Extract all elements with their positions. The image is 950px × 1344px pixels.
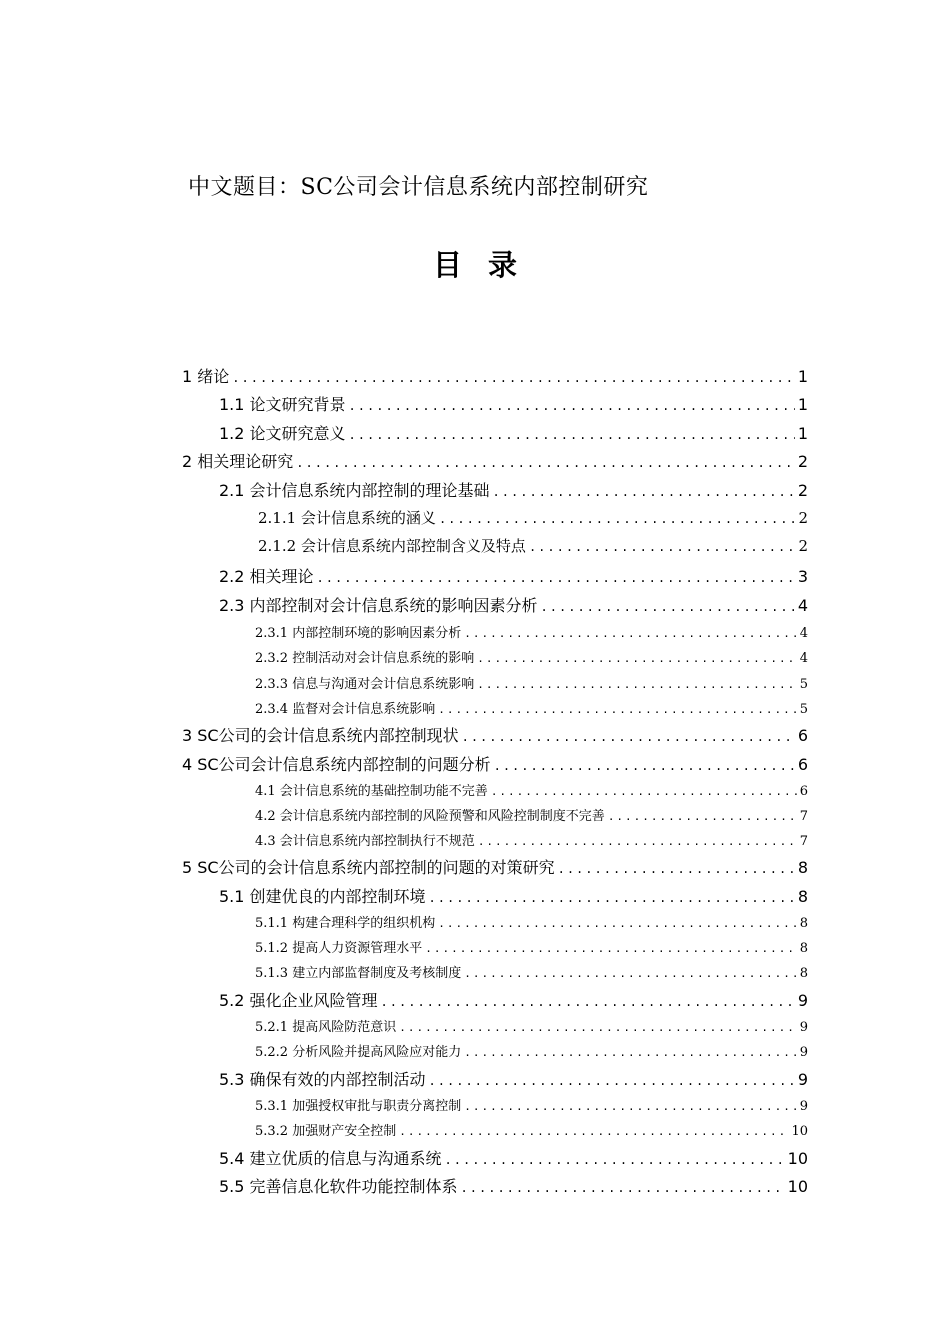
toc-leader-dots [445, 1153, 785, 1167]
toc-leader-dots [461, 1181, 785, 1195]
toc-leader-dots [296, 456, 795, 470]
toc-entry-label: 5.1 创建优良的内部控制环境 [219, 887, 426, 906]
toc-leader-dots [438, 917, 797, 930]
toc-page-number: 1 [797, 395, 808, 414]
toc-page-number: 4 [799, 626, 808, 641]
toc-entry[interactable] [219, 478, 808, 501]
toc-leader-dots [558, 862, 795, 876]
toc-leader-dots [439, 512, 796, 526]
document-title: 中文题目：SC公司会计信息系统内部控制研究 [188, 175, 649, 200]
toc-entry-label: 5.5 完善信息化软件功能控制体系 [219, 1177, 458, 1196]
toc-page-number: 8 [799, 941, 808, 956]
toc-page-number: 6 [797, 726, 808, 745]
toc-entry-label: 1 绪论 [182, 367, 230, 386]
toc-leader-dots [381, 995, 795, 1009]
toc-entry-label: 2.1.1 会计信息系统的涵义 [258, 509, 436, 527]
toc-page-number: 2 [797, 481, 808, 500]
toc-page-number: 8 [797, 887, 808, 906]
toc-entry[interactable] [219, 593, 808, 616]
toc-leader-dots [493, 485, 795, 499]
toc-leader-dots [232, 371, 795, 385]
toc-entry-label: 5.2 强化企业风险管理 [219, 991, 378, 1010]
toc-entry[interactable] [219, 1067, 808, 1090]
toc-entry-label: 1.1 论文研究背景 [219, 395, 346, 414]
toc-entry[interactable] [255, 830, 808, 849]
toc-page-number: 2 [797, 452, 808, 471]
toc-leader-dots [529, 540, 796, 554]
toc-entry-label: 2.2 相关理论 [219, 567, 314, 586]
toc-entry-label: 5.2.2 分析风险并提高风险应对能力 [255, 1045, 462, 1060]
toc-entry-label: 5.3 确保有效的内部控制活动 [219, 1070, 426, 1089]
toc-entry-label: 4.3 会计信息系统内部控制执行不规范 [255, 834, 475, 849]
toc-heading: 目 录 [432, 248, 526, 282]
toc-page-number: 10 [787, 1177, 808, 1196]
toc-leader-dots [464, 1100, 797, 1113]
toc-leader-dots [438, 703, 797, 716]
toc-page-number: 6 [797, 755, 808, 774]
toc-leader-dots [462, 730, 795, 744]
toc-leader-dots [399, 1125, 788, 1138]
toc-entry-label: 2.1 会计信息系统内部控制的理论基础 [219, 481, 490, 500]
toc-leader-dots [491, 785, 797, 798]
toc-page-number: 8 [797, 858, 808, 877]
toc-entry-label: 5 SC公司的会计信息系统内部控制的问题的对策研究 [182, 858, 555, 877]
toc-entry[interactable] [219, 564, 808, 587]
toc-leader-dots [541, 600, 795, 614]
toc-leader-dots [464, 627, 797, 640]
toc-leader-dots [349, 428, 795, 442]
toc-entry[interactable] [258, 535, 808, 556]
toc-page-number: 10 [791, 1124, 808, 1139]
toc-entry[interactable] [258, 507, 808, 528]
toc-entry-label: 2.3.4 监督对会计信息系统影响 [255, 702, 436, 717]
toc-page-number: 9 [797, 991, 808, 1010]
toc-entry-label: 1.2 论文研究意义 [219, 424, 346, 443]
toc-page-number: 5 [799, 677, 808, 692]
toc-entry-label: 4.1 会计信息系统的基础控制功能不完善 [255, 784, 488, 799]
toc-page-number: 4 [797, 596, 808, 615]
toc-page-number: 7 [799, 809, 808, 824]
toc-leader-dots [349, 399, 795, 413]
toc-entry[interactable] [255, 622, 808, 641]
toc-page-number: 2 [798, 537, 808, 555]
toc-entry[interactable] [255, 1016, 808, 1035]
toc-entry-label: 4.2 会计信息系统内部控制的风险预警和风险控制制度不完善 [255, 809, 605, 824]
toc-entry[interactable] [255, 1041, 808, 1060]
toc-page-number: 8 [799, 916, 808, 931]
toc-page-number: 9 [799, 1099, 808, 1114]
toc-leader-dots [478, 835, 797, 848]
toc-page-number: 10 [787, 1149, 808, 1168]
toc-entry[interactable] [255, 937, 808, 956]
toc-page-number: 2 [798, 509, 808, 527]
toc-page-number: 3 [797, 567, 808, 586]
toc-entry[interactable] [255, 912, 808, 931]
toc-entry-label: 4 SC公司会计信息系统内部控制的问题分析 [182, 755, 491, 774]
toc-entry-label: 5.3.2 加强财产安全控制 [255, 1124, 397, 1139]
toc-entry[interactable] [219, 884, 808, 907]
toc-entry-label: 5.1.1 构建合理科学的组织机构 [255, 916, 436, 931]
toc-page-number: 5 [799, 702, 808, 717]
toc-entry[interactable] [255, 647, 808, 666]
toc-entry-label: 2.3 内部控制对会计信息系统的影响因素分析 [219, 596, 538, 615]
toc-leader-dots [477, 678, 797, 691]
toc-entry-label: 2.3.3 信息与沟通对会计信息系统影响 [255, 677, 475, 692]
toc-page-number: 9 [797, 1070, 808, 1089]
toc-entry-label: 2.3.1 内部控制环境的影响因素分析 [255, 626, 462, 641]
toc-page-number: 7 [799, 834, 808, 849]
toc-entry[interactable] [219, 1146, 808, 1169]
toc-page-number: 4 [799, 651, 808, 666]
toc-leader-dots [429, 1074, 795, 1088]
toc-leader-dots [317, 571, 795, 585]
toc-entry-label: 5.1.2 提高人力资源管理水平 [255, 941, 423, 956]
toc-leader-dots [494, 759, 795, 773]
toc-entry[interactable] [255, 962, 808, 981]
toc-leader-dots [429, 891, 795, 905]
toc-leader-dots [399, 1021, 797, 1034]
toc-entry-label: 2.1.2 会计信息系统内部控制含义及特点 [258, 537, 526, 555]
toc-entry[interactable] [219, 1174, 808, 1197]
toc-entry-label: 5.2.1 提高风险防范意识 [255, 1020, 397, 1035]
toc-page-number: 9 [799, 1045, 808, 1060]
toc-entry-label: 5.4 建立优质的信息与沟通系统 [219, 1149, 442, 1168]
toc-entry[interactable] [255, 1095, 808, 1114]
toc-entry[interactable] [255, 698, 808, 717]
toc-entry[interactable] [255, 780, 808, 799]
toc-entry[interactable] [255, 673, 808, 692]
toc-page-number: 6 [799, 784, 808, 799]
toc-entry-label: 5.3.1 加强授权审批与职责分离控制 [255, 1099, 462, 1114]
toc-entry[interactable] [255, 805, 808, 824]
toc-page-number: 8 [799, 966, 808, 981]
toc-entry[interactable] [219, 988, 808, 1011]
toc-entry[interactable] [182, 364, 808, 387]
toc-entry[interactable] [219, 421, 808, 444]
toc-entry-label: 5.1.3 建立内部监督制度及考核制度 [255, 966, 462, 981]
toc-entry[interactable] [255, 1120, 808, 1139]
toc-leader-dots [464, 967, 797, 980]
toc-entry[interactable] [219, 392, 808, 415]
toc-entry-label: 2.3.2 控制活动对会计信息系统的影响 [255, 651, 475, 666]
toc-leader-dots [477, 652, 797, 665]
toc-entry[interactable] [182, 449, 808, 472]
toc-leader-dots [425, 942, 797, 955]
toc-entry[interactable] [182, 855, 808, 878]
toc-page-number: 1 [797, 424, 808, 443]
toc-entry-label: 2 相关理论研究 [182, 452, 294, 471]
toc-leader-dots [464, 1046, 797, 1059]
toc-entry[interactable] [182, 723, 808, 746]
toc-entry[interactable] [182, 752, 808, 775]
toc-page-number: 9 [799, 1020, 808, 1035]
toc-entry-label: 3 SC公司的会计信息系统内部控制现状 [182, 726, 459, 745]
toc-leader-dots [608, 810, 797, 823]
toc-page-number: 1 [797, 367, 808, 386]
